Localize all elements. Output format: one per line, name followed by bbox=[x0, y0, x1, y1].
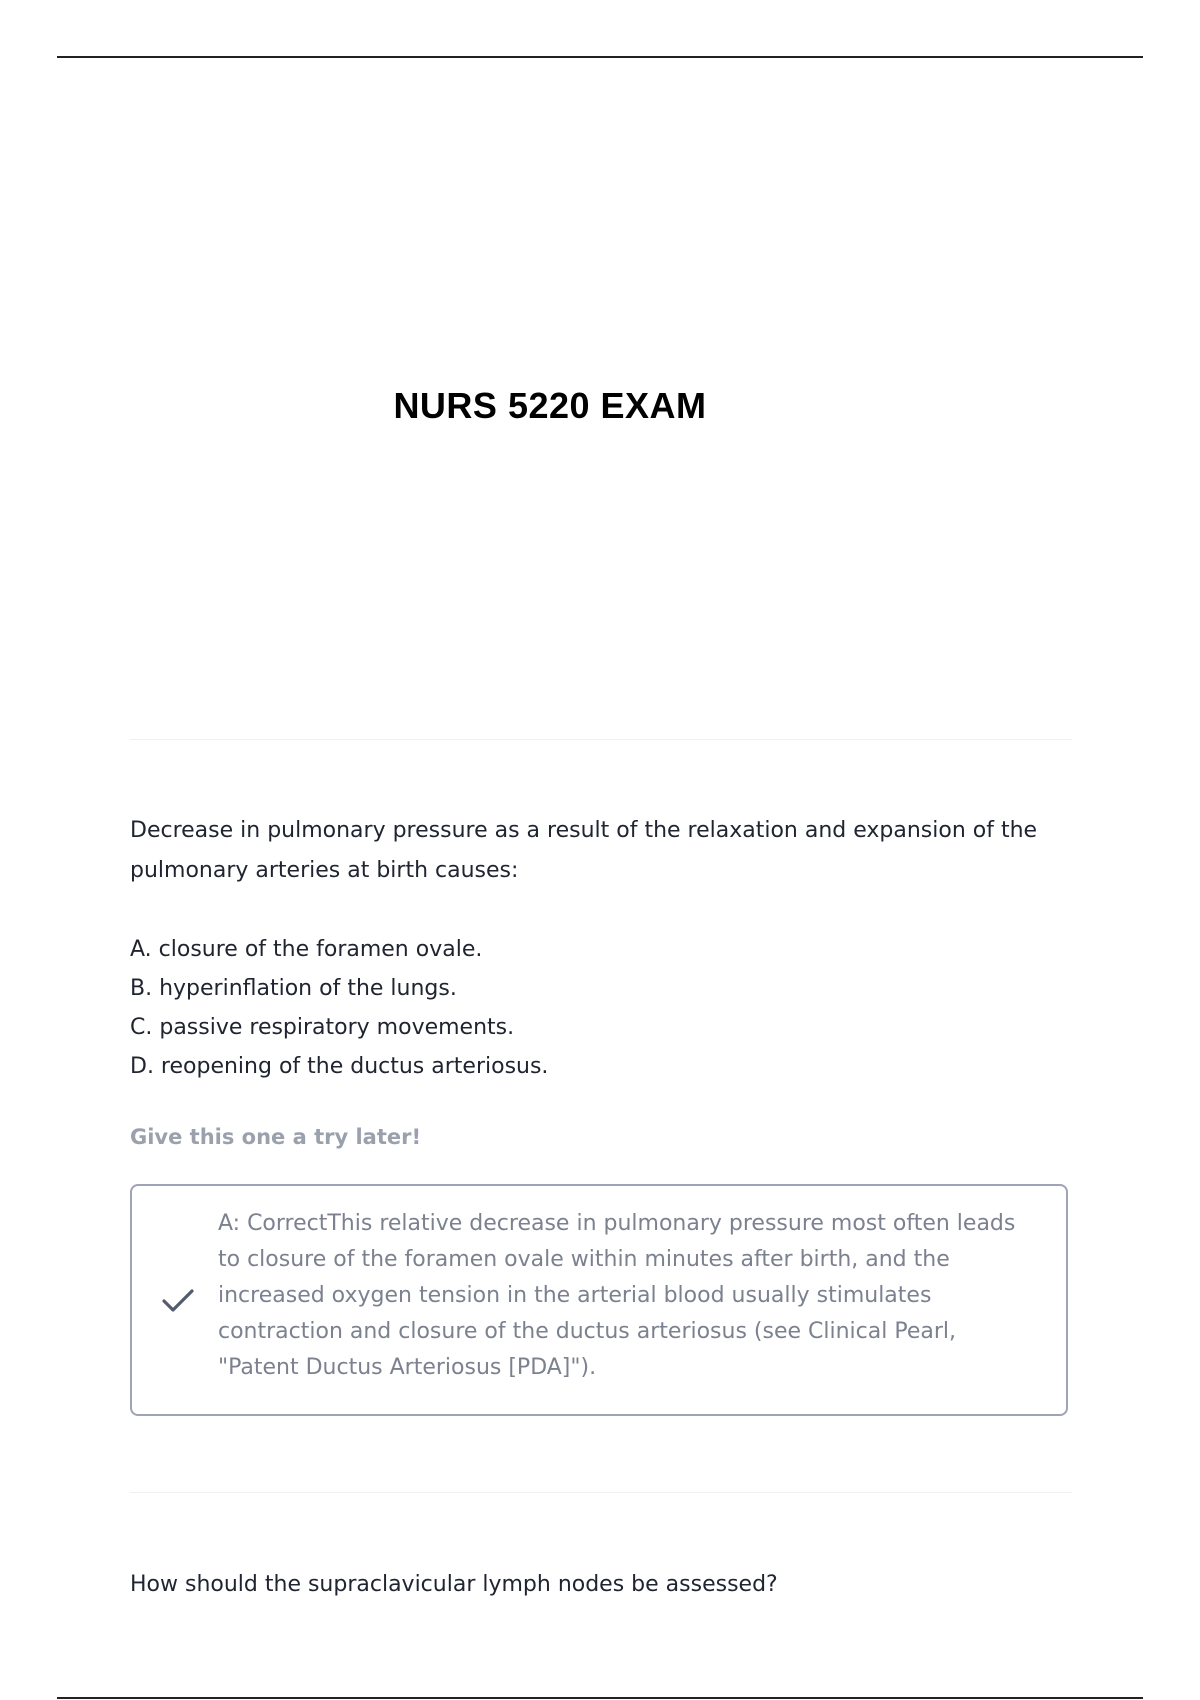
document-title: NURS 5220 EXAM bbox=[393, 385, 707, 426]
option-d: D. reopening of the ductus arteriosus. bbox=[130, 1054, 549, 1079]
answer-options-list bbox=[130, 930, 1070, 1086]
try-later-hint: Give this one a try later! bbox=[130, 1125, 422, 1149]
page-top-rule bbox=[57, 56, 1143, 58]
page-bottom-rule bbox=[57, 1697, 1143, 1699]
question-text: Decrease in pulmonary pressure as a result of the relaxation and expansion of the pulmonary arteries at birth causes: bbox=[130, 818, 1038, 883]
option-b: B. hyperinflation of the lungs. bbox=[130, 976, 457, 1001]
answer-explanation-text: A: CorrectThis relative decrease in pulmonary pressure most often leads to closure of the foramen ovale within minutes after birth, and the increased oxygen tension in the arterial blood usually stimulates contraction and closure of the ductus arteriosus (see Clinical Pearl, "Patent Ductus Arteriosus [PDA]"). bbox=[218, 1211, 1016, 1380]
answer-explanation-box bbox=[130, 1184, 1068, 1416]
option-c: C. passive respiratory movements. bbox=[130, 1015, 515, 1040]
option-a: A. closure of the foramen ovale. bbox=[130, 937, 483, 962]
question-divider bbox=[130, 739, 1072, 740]
question-divider bbox=[130, 1492, 1072, 1493]
check-icon bbox=[160, 1286, 196, 1316]
question-text: How should the supraclavicular lymph nodes be assessed? bbox=[130, 1572, 778, 1597]
